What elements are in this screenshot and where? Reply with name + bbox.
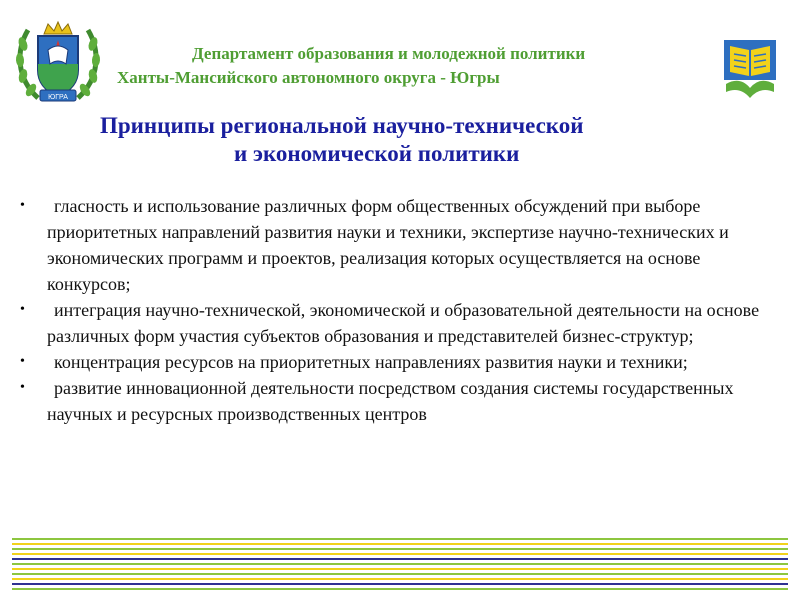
open-book-education-icon [722,38,778,100]
principles-list [0,193,800,427]
list-item-text: гласность и использование различных форм общественных обсуждений при выборе приоритетных направлений развития науки и техники, экспертизе научно-технических и экономических программ и проектов, реализация которых осуществляется на основе конкурсов; [47,196,729,294]
stripe-divider [12,578,788,580]
stripe-divider [12,588,788,590]
stripe-divider [12,548,788,550]
slide-title-line1: Принципы региональной научно-технической [100,113,584,138]
list-item-text: концентрация ресурсов на приоритетных направлениях развития науки и техники; [54,352,688,372]
emblem-text: ЮГРА [48,94,68,101]
department-region: Ханты-Мансийского автономного округа - Югры [117,68,500,87]
stripe-divider [12,583,788,585]
stripe-divider [12,568,788,570]
slide-title-line2: и экономической политики [234,141,520,166]
department-name: Департамент образования и молодежной политики [192,44,586,63]
list-item-text: развитие инновационной деятельности посредством создания системы государственных научных и ресурсных производственных центров [47,378,734,424]
list-item [0,375,800,427]
stripe-divider [12,558,788,560]
bullet-icon: • [20,354,25,369]
khmao-coat-of-arms-icon [14,20,102,106]
bullet-icon: • [20,198,25,213]
footer-stripes [12,538,788,592]
stripe-divider [12,563,788,565]
stripe-divider [12,538,788,540]
stripe-divider [12,543,788,545]
list-item [0,193,800,297]
list-item [0,297,800,349]
stripe-divider [12,553,788,555]
list-item-text: интеграция научно-технической, экономической и образовательной деятельности на основе различных форм участия субъектов образования и представителей бизнес-структур; [47,300,760,346]
bullet-icon: • [20,380,25,395]
list-item [0,349,800,375]
bullet-icon: • [20,302,25,317]
stripe-divider [12,573,788,575]
